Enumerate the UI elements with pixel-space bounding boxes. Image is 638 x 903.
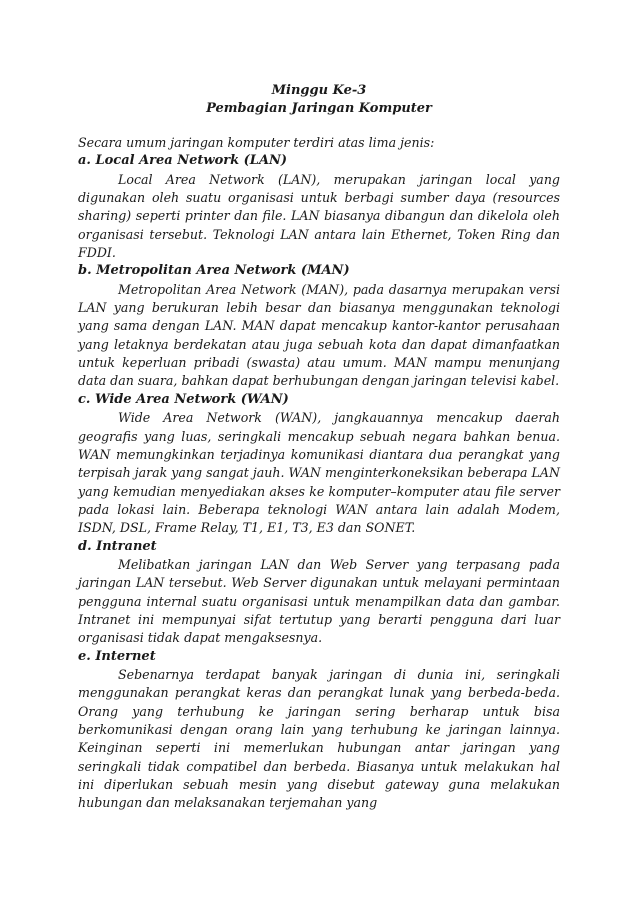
section-body: Local Area Network (LAN), merupakan jaringan local yang digunakan oleh suatu organisasi untuk berbagi sumber daya (resources sharing) seperti printer dan file. LAN biasanya dibangun dan dikelola oleh organisasi tersebut. Teknologi LAN antara lain Ethernet, Token Ring dan FDDI. (78, 171, 560, 261)
section-body: Metropolitan Area Network (MAN), pada dasarnya merupakan versi LAN yang berukuran lebih besar dan biasanya menggunakan teknologi yang sama dengan LAN. MAN dapat mencakup kantor-kantor perusahaan yang letaknya berdekatan atau juga sebuah kota dan dapat dimanfaatkan untuk keperluan pribadi (swasta) atau umum. MAN mampu menunjang data dan suara, bahkan dapat berhubungan dengan jaringan televisi kabel. (78, 281, 560, 389)
section-lan (78, 152, 560, 262)
document-title: Pembagian Jaringan Komputer (206, 101, 432, 116)
week-title: Minggu Ke-3 (271, 83, 367, 98)
section-internet (78, 648, 560, 813)
section-intranet (78, 538, 560, 648)
section-heading: e. Internet (78, 648, 156, 664)
document-page (78, 82, 560, 813)
section-heading: a. Local Area Network (LAN) (78, 153, 288, 169)
section-heading: b. Metropolitan Area Network (MAN) (78, 263, 350, 279)
section-wan (78, 391, 560, 538)
section-body: Melibatkan jaringan LAN dan Web Server yang terpasang pada jaringan LAN tersebut. Web Server digunakan untuk melayani permintaan pengguna internal suatu organisasi untuk menampilkan data dan gambar. Intranet ini mempunyai sifat tertutup yang berarti pengguna dari luar organisasi tidak dapat mengaksesnya. (78, 556, 560, 646)
section-heading: d. Intranet (78, 538, 157, 554)
title-block (78, 82, 560, 118)
section-body: Sebenarnya terdapat banyak jaringan di dunia ini, seringkali menggunakan perangkat keras dan perangkat lunak yang berbeda-beda. Orang yang terhubung ke jaringan sering berharap untuk bisa berkomunikasi dengan orang lain yang terhubung ke jaringan lainnya. Keinginan seperti ini memerlukan hubungan antar jaringan yang seringkali tidak compatibel dan berbeda. Biasanya untuk melakukan hal ini diperlukan sebuah mesin yang disebut gateway guna melakukan hubungan dan melaksanakan terjemahan yang (78, 666, 560, 811)
section-heading: c. Wide Area Network (WAN) (78, 391, 289, 407)
section-body: Wide Area Network (WAN), jangkauannya mencakup daerah geografis yang luas, seringkali mencakup sebuah negara bahkan benua. WAN memungkinkan terjadinya komunikasi diantara dua perangkat yang terpisah jarak yang sangat jauh. WAN menginterkoneksikan beberapa LAN yang kemudian menyediakan akses ke komputer–komputer atau file server pada lokasi lain. Beberapa teknologi WAN antara lain adalah Modem, ISDN, DSL, Frame Relay, T1, E1, T3, E3 dan SONET. (78, 410, 560, 536)
intro-text: Secara umum jaringan komputer terdiri atas lima jenis: (78, 135, 435, 150)
section-man (78, 262, 560, 390)
